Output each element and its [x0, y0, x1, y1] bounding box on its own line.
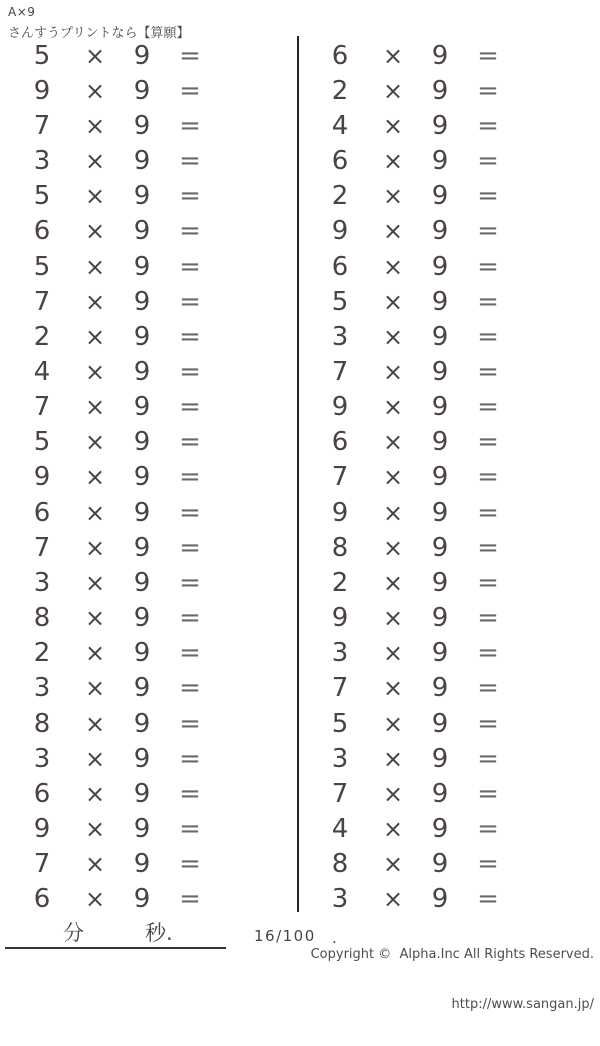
multiplicand: 6 — [331, 251, 349, 282]
equals-sign: = — [179, 849, 201, 880]
multiplier: 9 — [133, 849, 151, 880]
equals-sign: = — [477, 392, 499, 423]
equals-sign: = — [477, 532, 499, 563]
multiplier: 9 — [431, 814, 449, 845]
problem-row — [14, 671, 296, 706]
multiply-sign: × — [84, 533, 106, 562]
multiplicand: 7 — [331, 462, 349, 493]
multiplicand: 5 — [331, 286, 349, 317]
problem-row — [312, 143, 600, 178]
multiplicand: 7 — [33, 286, 51, 317]
problem-row — [312, 601, 600, 636]
problem-row — [14, 390, 296, 425]
problem-row — [14, 565, 296, 600]
equals-sign: = — [477, 603, 499, 634]
problem-row — [312, 425, 600, 460]
equals-sign: = — [179, 462, 201, 493]
problem-row — [312, 671, 600, 706]
multiplier: 9 — [431, 392, 449, 423]
multiply-sign: × — [382, 568, 404, 597]
multiplicand: 4 — [33, 356, 51, 387]
multiplier: 9 — [133, 427, 151, 458]
equals-sign: = — [477, 778, 499, 809]
multiply-sign: × — [84, 674, 106, 703]
problem-row — [14, 249, 296, 284]
equals-sign: = — [477, 638, 499, 669]
problem-row — [14, 495, 296, 530]
problem-row — [312, 249, 600, 284]
equals-sign: = — [477, 356, 499, 387]
multiplicand: 8 — [331, 532, 349, 563]
problem-row — [312, 495, 600, 530]
equals-sign: = — [179, 75, 201, 106]
equals-sign: = — [477, 427, 499, 458]
problem-row — [14, 284, 296, 319]
worksheet-title: A×9 — [8, 5, 36, 19]
multiply-sign: × — [382, 252, 404, 281]
multiply-sign: × — [84, 850, 106, 879]
multiplier: 9 — [133, 356, 151, 387]
multiply-sign: × — [84, 709, 106, 738]
multiplicand: 9 — [331, 216, 349, 247]
equals-sign: = — [179, 146, 201, 177]
copyright-text: Copyright © Alpha.Inc All Rights Reserved. — [310, 947, 594, 962]
multiplicand: 5 — [33, 40, 51, 71]
multiplier: 9 — [133, 110, 151, 141]
multiplicand: 7 — [331, 778, 349, 809]
multiplier: 9 — [133, 75, 151, 106]
equals-sign: = — [179, 638, 201, 669]
multiplicand: 2 — [331, 181, 349, 212]
multiply-sign: × — [382, 498, 404, 527]
equals-sign: = — [179, 743, 201, 774]
equals-sign: = — [179, 110, 201, 141]
multiply-sign: × — [84, 322, 106, 351]
problem-row — [14, 776, 296, 811]
problem-row — [312, 706, 600, 741]
equals-sign: = — [477, 146, 499, 177]
problem-row — [312, 284, 600, 319]
multiplier: 9 — [133, 181, 151, 212]
multiply-sign: × — [84, 287, 106, 316]
problem-row — [14, 179, 296, 214]
multiplier: 9 — [133, 567, 151, 598]
multiplier: 9 — [133, 778, 151, 809]
multiply-sign: × — [84, 815, 106, 844]
multiplier: 9 — [133, 743, 151, 774]
equals-sign: = — [477, 673, 499, 704]
multiply-sign: × — [382, 709, 404, 738]
multiplicand: 7 — [33, 110, 51, 141]
multiply-sign: × — [382, 393, 404, 422]
copyright-block — [311, 914, 594, 1046]
multiplier: 9 — [431, 497, 449, 528]
multiply-sign: × — [84, 779, 106, 808]
multiplicand: 3 — [33, 146, 51, 177]
multiplicand: 8 — [33, 603, 51, 634]
multiply-sign: × — [84, 639, 106, 668]
multiplicand: 5 — [33, 427, 51, 458]
multiply-sign: × — [84, 41, 106, 70]
equals-sign: = — [179, 532, 201, 563]
multiplicand: 5 — [33, 181, 51, 212]
multiplier: 9 — [133, 216, 151, 247]
multiplicand: 2 — [33, 638, 51, 669]
equals-sign: = — [477, 849, 499, 880]
equals-sign: = — [179, 673, 201, 704]
problem-row — [14, 108, 296, 143]
multiplier: 9 — [133, 321, 151, 352]
multiplicand: 8 — [33, 708, 51, 739]
equals-sign: = — [477, 216, 499, 247]
multiply-sign: × — [84, 111, 106, 140]
problem-row — [312, 73, 600, 108]
equals-sign: = — [477, 743, 499, 774]
multiply-sign: × — [382, 674, 404, 703]
multiplier: 9 — [431, 884, 449, 915]
multiplier: 9 — [133, 638, 151, 669]
problem-row — [14, 530, 296, 565]
multiply-sign: × — [382, 850, 404, 879]
multiplicand: 3 — [331, 321, 349, 352]
multiply-sign: × — [382, 182, 404, 211]
multiplier: 9 — [431, 708, 449, 739]
multiplicand: 2 — [331, 75, 349, 106]
multiply-sign: × — [84, 498, 106, 527]
equals-sign: = — [179, 40, 201, 71]
equals-sign: = — [179, 884, 201, 915]
problem-row — [14, 741, 296, 776]
problem-row — [312, 390, 600, 425]
problem-row — [14, 706, 296, 741]
multiplier: 9 — [431, 110, 449, 141]
multiplier: 9 — [431, 251, 449, 282]
equals-sign: = — [477, 462, 499, 493]
multiply-sign: × — [84, 217, 106, 246]
multiply-sign: × — [382, 744, 404, 773]
equals-sign: = — [477, 40, 499, 71]
multiplicand: 2 — [33, 321, 51, 352]
multiplier: 9 — [133, 708, 151, 739]
multiplicand: 6 — [33, 884, 51, 915]
equals-sign: = — [179, 814, 201, 845]
problem-row — [14, 882, 296, 917]
equals-sign: = — [179, 392, 201, 423]
multiplicand: 7 — [331, 673, 349, 704]
problems-right-column — [302, 38, 600, 917]
problem-row — [14, 425, 296, 460]
problem-row — [14, 143, 296, 178]
multiply-sign: × — [84, 147, 106, 176]
minutes-label: 分 — [63, 921, 84, 945]
multiply-sign: × — [382, 639, 404, 668]
multiplier: 9 — [431, 181, 449, 212]
problem-row — [312, 214, 600, 249]
multiplier: 9 — [133, 40, 151, 71]
equals-sign: = — [179, 286, 201, 317]
equals-sign: = — [477, 181, 499, 212]
multiplier: 9 — [133, 532, 151, 563]
problem-row — [14, 811, 296, 846]
multiplier: 9 — [431, 321, 449, 352]
problem-row — [312, 530, 600, 565]
equals-sign: = — [179, 778, 201, 809]
multiplicand: 7 — [33, 532, 51, 563]
multiplier: 9 — [133, 814, 151, 845]
problem-row — [14, 847, 296, 882]
multiplier: 9 — [133, 497, 151, 528]
multiplier: 9 — [133, 392, 151, 423]
multiply-sign: × — [382, 357, 404, 386]
multiplier: 9 — [431, 427, 449, 458]
multiply-sign: × — [84, 357, 106, 386]
multiplicand: 7 — [331, 356, 349, 387]
multiply-sign: × — [382, 885, 404, 914]
multiplier: 9 — [431, 356, 449, 387]
multiplier: 9 — [133, 884, 151, 915]
multiplicand: 9 — [331, 497, 349, 528]
problem-row — [312, 460, 600, 495]
multiplicand: 6 — [331, 146, 349, 177]
multiply-sign: × — [382, 428, 404, 457]
multiply-sign: × — [84, 252, 106, 281]
multiplicand: 3 — [33, 743, 51, 774]
multiplier: 9 — [133, 251, 151, 282]
problem-row — [312, 811, 600, 846]
problem-row — [14, 636, 296, 671]
multiplier: 9 — [431, 75, 449, 106]
problem-row — [14, 354, 296, 389]
multiplicand: 3 — [33, 567, 51, 598]
equals-sign: = — [179, 356, 201, 387]
multiplier: 9 — [133, 673, 151, 704]
multiply-sign: × — [382, 322, 404, 351]
multiplicand: 3 — [331, 638, 349, 669]
multiply-sign: × — [84, 463, 106, 492]
equals-sign: = — [477, 75, 499, 106]
problem-row — [312, 741, 600, 776]
multiplicand: 8 — [331, 849, 349, 880]
multiplicand: 4 — [331, 110, 349, 141]
multiplicand: 6 — [331, 427, 349, 458]
multiply-sign: × — [382, 217, 404, 246]
multiplier: 9 — [431, 778, 449, 809]
problem-row — [312, 565, 600, 600]
multiplicand: 3 — [331, 743, 349, 774]
multiply-sign: × — [382, 76, 404, 105]
problem-row — [14, 319, 296, 354]
multiplier: 9 — [431, 40, 449, 71]
problem-row — [312, 38, 600, 73]
multiplicand: 5 — [331, 708, 349, 739]
problem-row — [312, 354, 600, 389]
multiplier: 9 — [431, 462, 449, 493]
equals-sign: = — [477, 708, 499, 739]
multiply-sign: × — [84, 568, 106, 597]
multiply-sign: × — [84, 604, 106, 633]
column-divider — [297, 36, 299, 912]
page-number: 16/100 — [254, 927, 316, 945]
multiplicand: 6 — [33, 216, 51, 247]
time-entry-line — [5, 922, 226, 949]
equals-sign: = — [477, 321, 499, 352]
multiplicand: 9 — [33, 814, 51, 845]
equals-sign: = — [477, 110, 499, 141]
multiply-sign: × — [84, 885, 106, 914]
multiplicand: 6 — [331, 40, 349, 71]
problem-row — [312, 847, 600, 882]
problem-row — [312, 108, 600, 143]
problem-row — [312, 319, 600, 354]
multiplicand: 9 — [33, 75, 51, 106]
multiplier: 9 — [133, 462, 151, 493]
problem-row — [312, 179, 600, 214]
separator-dot: . — [332, 929, 337, 947]
problem-row — [312, 776, 600, 811]
multiplicand: 7 — [33, 849, 51, 880]
multiplier: 9 — [431, 146, 449, 177]
multiplier: 9 — [431, 286, 449, 317]
equals-sign: = — [477, 251, 499, 282]
worksheet-subtitle: さんすうプリントなら【算願】 — [8, 26, 190, 41]
multiplicand: 6 — [33, 778, 51, 809]
multiplier: 9 — [133, 603, 151, 634]
multiplier: 9 — [431, 603, 449, 634]
multiply-sign: × — [84, 744, 106, 773]
multiplier: 9 — [431, 567, 449, 598]
multiply-sign: × — [382, 604, 404, 633]
multiplicand: 9 — [331, 392, 349, 423]
multiply-sign: × — [382, 815, 404, 844]
equals-sign: = — [179, 216, 201, 247]
problem-row — [14, 38, 296, 73]
multiply-sign: × — [382, 41, 404, 70]
multiplicand: 9 — [33, 462, 51, 493]
equals-sign: = — [179, 181, 201, 212]
problem-row — [312, 882, 600, 917]
problem-row — [14, 460, 296, 495]
multiplier: 9 — [431, 849, 449, 880]
multiplier: 9 — [133, 286, 151, 317]
problem-row — [14, 214, 296, 249]
multiplicand: 7 — [33, 392, 51, 423]
equals-sign: = — [179, 567, 201, 598]
problem-row — [14, 73, 296, 108]
multiplicand: 2 — [331, 567, 349, 598]
equals-sign: = — [179, 251, 201, 282]
equals-sign: = — [477, 814, 499, 845]
multiplier: 9 — [431, 638, 449, 669]
multiplier: 9 — [431, 743, 449, 774]
equals-sign: = — [179, 427, 201, 458]
multiply-sign: × — [382, 779, 404, 808]
multiply-sign: × — [84, 76, 106, 105]
multiplicand: 4 — [331, 814, 349, 845]
multiply-sign: × — [84, 393, 106, 422]
multiplicand: 3 — [331, 884, 349, 915]
multiply-sign: × — [382, 111, 404, 140]
multiplicand: 5 — [33, 251, 51, 282]
multiply-sign: × — [382, 463, 404, 492]
equals-sign: = — [477, 884, 499, 915]
multiplier: 9 — [431, 216, 449, 247]
problem-row — [14, 601, 296, 636]
equals-sign: = — [179, 708, 201, 739]
multiply-sign: × — [84, 428, 106, 457]
multiply-sign: × — [382, 533, 404, 562]
multiplicand: 6 — [33, 497, 51, 528]
multiplicand: 9 — [331, 603, 349, 634]
multiply-sign: × — [382, 147, 404, 176]
problems-left-column — [0, 38, 296, 917]
equals-sign: = — [179, 603, 201, 634]
equals-sign: = — [477, 286, 499, 317]
multiplier: 9 — [431, 673, 449, 704]
multiply-sign: × — [84, 182, 106, 211]
header — [8, 5, 189, 41]
multiplier: 9 — [431, 532, 449, 563]
equals-sign: = — [179, 321, 201, 352]
multiplier: 9 — [133, 146, 151, 177]
website-url: http://www.sangan.jp/ — [451, 996, 594, 1012]
equals-sign: = — [477, 497, 499, 528]
multiply-sign: × — [382, 287, 404, 316]
seconds-label: 秒. — [145, 921, 173, 945]
equals-sign: = — [477, 567, 499, 598]
equals-sign: = — [179, 497, 201, 528]
multiplicand: 3 — [33, 673, 51, 704]
problem-row — [312, 636, 600, 671]
